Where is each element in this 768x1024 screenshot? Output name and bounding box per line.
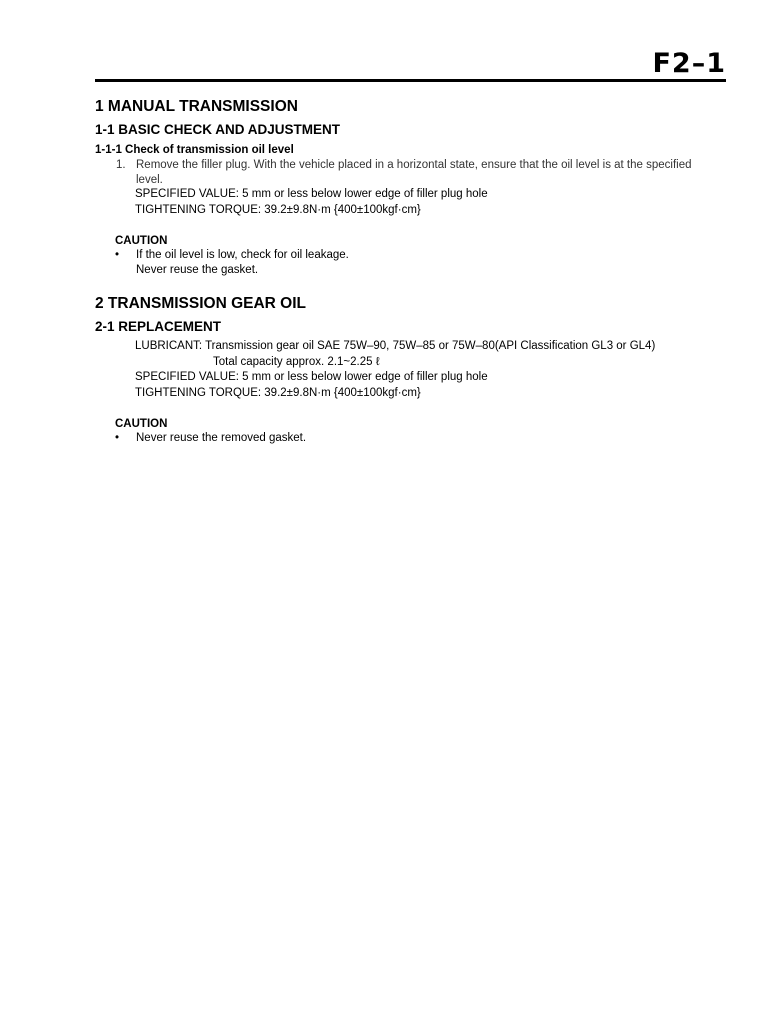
section-1-title: 1 MANUAL TRANSMISSION xyxy=(95,98,298,115)
tightening-torque: TIGHTENING TORQUE: 39.2±9.8N·m {400±100kgf·cm} xyxy=(135,386,421,399)
bullet-icon: • xyxy=(115,432,120,444)
subsubsection-1-1-1-title: 1-1-1 Check of transmission oil level xyxy=(95,144,294,156)
step-text: Remove the filler plug. With the vehicle placed in a horizontal state, ensure that the oil level is at the specified xyxy=(136,159,692,171)
total-capacity: Total capacity approx. 2.1~2.25 ℓ xyxy=(213,355,380,368)
step-number: 1. xyxy=(116,159,126,171)
step-1 xyxy=(95,158,735,187)
bullet-icon: • xyxy=(115,249,120,261)
caution-title: CAUTION xyxy=(115,235,168,247)
document-body xyxy=(95,97,735,446)
caution-item xyxy=(95,248,735,277)
spec-block-1 xyxy=(95,187,735,218)
page-number: F2–1 xyxy=(652,48,726,79)
specified-value: SPECIFIED VALUE: 5 mm or less below lower edge of filler plug hole xyxy=(135,371,488,383)
caution-text: Never reuse the removed gasket. xyxy=(136,432,307,444)
step-text-continued: level. xyxy=(136,173,163,186)
header-rule xyxy=(95,79,726,82)
subsection-1-1-title: 1-1 BASIC CHECK AND ADJUSTMENT xyxy=(95,122,341,137)
caution-title: CAUTION xyxy=(115,418,168,430)
specified-value: SPECIFIED VALUE: 5 mm or less below lower edge of filler plug hole xyxy=(135,188,488,200)
spec-block-2 xyxy=(95,339,735,401)
section-2-title: 2 TRANSMISSION GEAR OIL xyxy=(95,295,306,312)
subsection-2-1-title: 2-1 REPLACEMENT xyxy=(95,319,222,334)
tightening-torque: TIGHTENING TORQUE: 39.2±9.8N·m {400±100kgf·cm} xyxy=(135,203,421,216)
lubricant: LUBRICANT: Transmission gear oil SAE 75W–90, 75W–85 or 75W–80(API Classification GL3 or GL4) xyxy=(135,340,656,352)
caution-text: If the oil level is low, check for oil leakage. xyxy=(136,249,349,261)
caution-item xyxy=(95,431,735,446)
caution-text: Never reuse the gasket. xyxy=(136,263,259,276)
